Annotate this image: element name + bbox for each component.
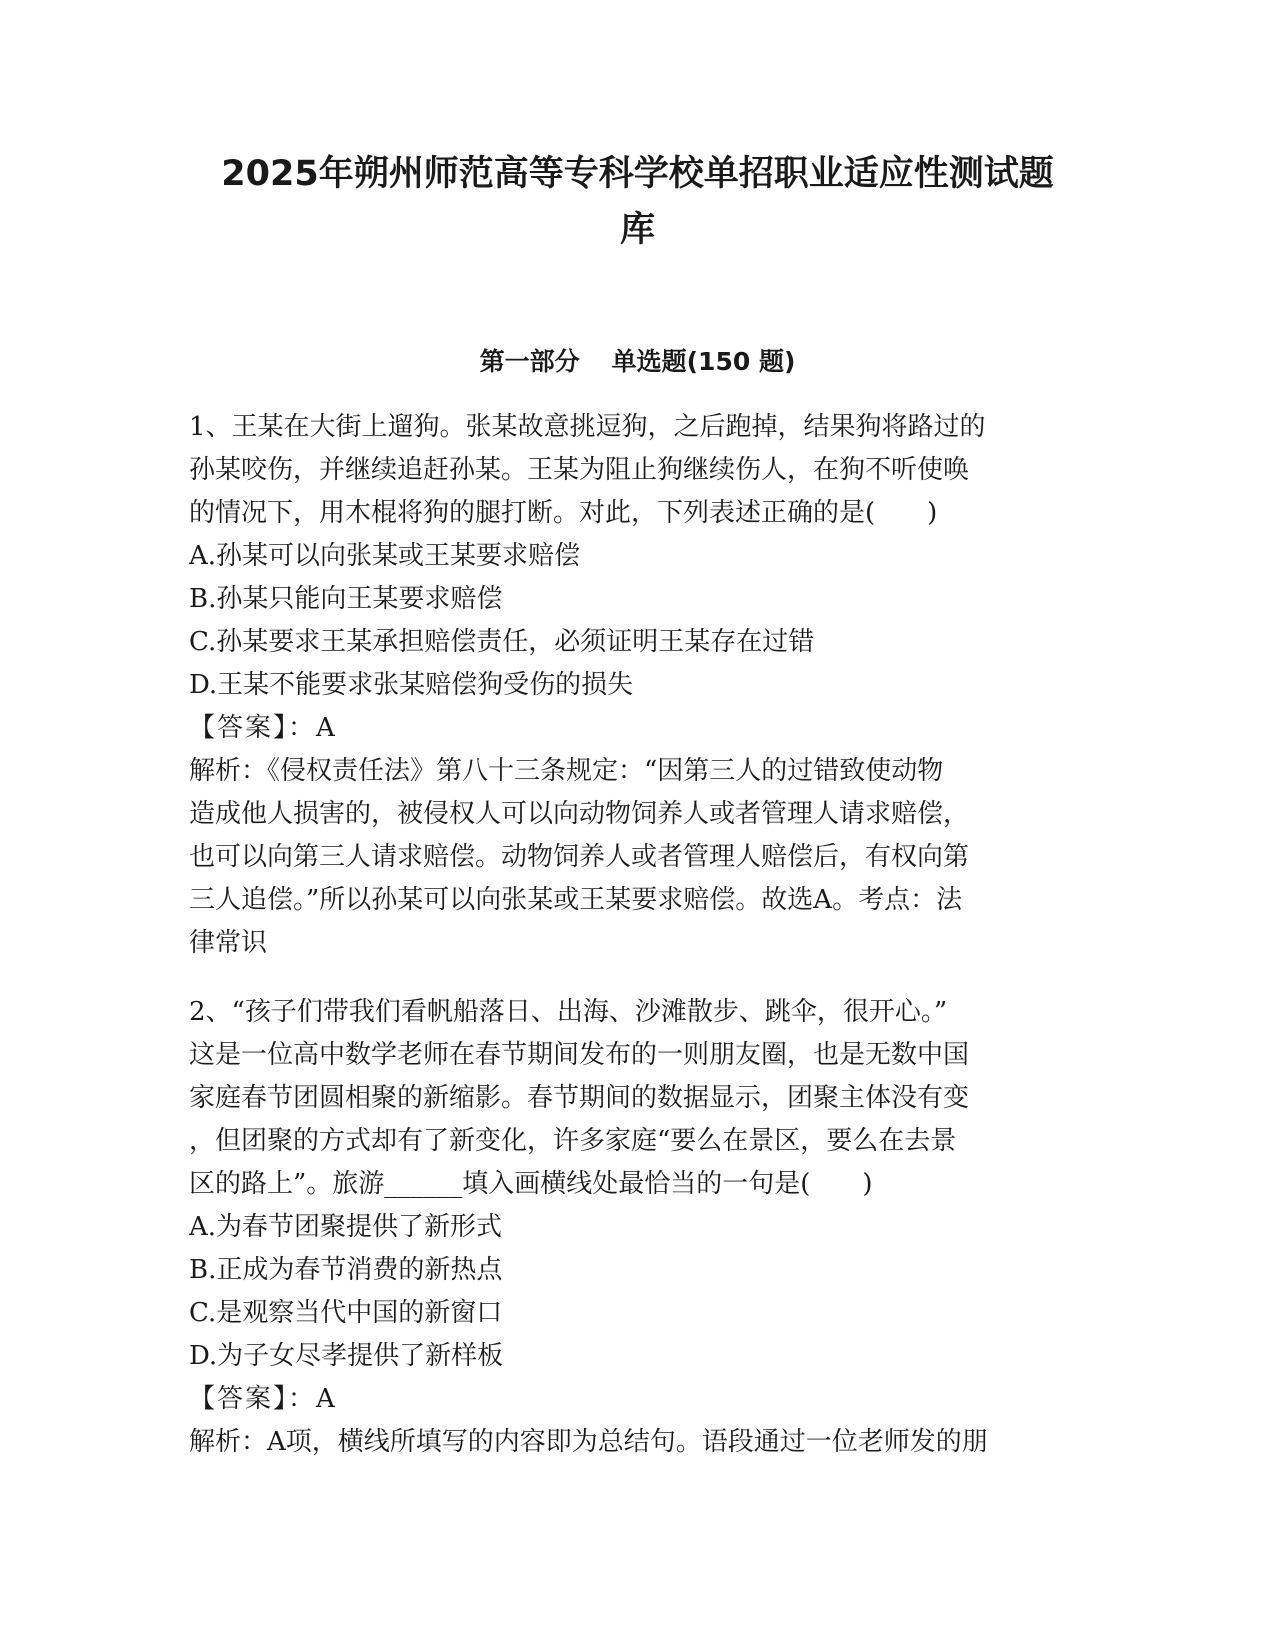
option-c: C.孙某要求王某承担赔偿责任，必须证明王某存在过错 (189, 627, 815, 657)
question-stem-line: 区的路上”。旅游______填入画横线处最恰当的一句是( ) (189, 1169, 873, 1199)
answer: 【答案】：A (189, 1384, 337, 1414)
answer: 【答案】：A (189, 713, 337, 743)
question-stem-line: 2、“孩子们带我们看帆船落日、出海、沙滩散步、跳伞，很开心。” (189, 997, 948, 1027)
option-c: C.是观察当代中国的新窗口 (189, 1298, 503, 1328)
section-name: 单选题(150 题) (611, 347, 796, 376)
analysis-line: 三人追偿。”所以孙某可以向张某或王某要求赔偿。故选A。考点：法 (189, 885, 963, 915)
question-stem-line: 这是一位高中数学老师在春节期间发布的一则朋友圈，也是无数中国 (189, 1040, 970, 1070)
question-stem-line: 1、王某在大街上遛狗。张某故意挑逗狗，之后跑掉，结果狗将路过的 (189, 412, 986, 442)
section-part: 第一部分 (479, 347, 580, 376)
question-separator (189, 965, 1089, 991)
option-b: B.孙某只能向王某要求赔偿 (189, 584, 503, 614)
option-d: D.王某不能要求张某赔偿狗受伤的损失 (189, 670, 634, 700)
section-heading (150, 344, 1125, 380)
analysis-line: 解析：《侵权责任法》第八十三条规定：“因第三人的过错致使动物 (189, 756, 944, 786)
option-b: B.正成为春节消费的新热点 (189, 1255, 503, 1285)
title-line-1: 2025年朔州师范高等专科学校单招职业适应性测试题 (221, 154, 1054, 194)
question-list (189, 406, 1089, 1464)
question-stem-line: 孙某咬伤，并继续追赶孙某。王某为阻止狗继续伤人，在狗不听使唤 (189, 455, 970, 485)
title-line-2: 库 (619, 210, 655, 250)
question-2 (189, 991, 1089, 1464)
document-title (150, 146, 1125, 258)
option-d: D.为子女尽孝提供了新样板 (189, 1341, 504, 1371)
analysis-line: 造成他人损害的，被侵权人可以向动物饲养人或者管理人请求赔偿， (189, 799, 970, 829)
analysis-line: 也可以向第三人请求赔偿。动物饲养人或者管理人赔偿后，有权向第 (189, 842, 970, 872)
question-stem-line: ，但团聚的方式却有了新变化，许多家庭“要么在景区，要么在去景 (189, 1126, 957, 1156)
question-1 (189, 406, 1089, 965)
question-stem-line: 家庭春节团圆相聚的新缩影。春节期间的数据显示，团聚主体没有变 (189, 1083, 970, 1113)
analysis-line: 解析：A项，横线所填写的内容即为总结句。语段通过一位老师发的朋 (189, 1427, 988, 1457)
analysis-line: 律常识 (189, 928, 268, 958)
option-a: A.为春节团聚提供了新形式 (189, 1212, 503, 1242)
option-a: A.孙某可以向张某或王某要求赔偿 (189, 541, 581, 571)
question-stem-line: 的情况下，用木棍将狗的腿打断。对此，下列表述正确的是( ) (189, 498, 938, 528)
